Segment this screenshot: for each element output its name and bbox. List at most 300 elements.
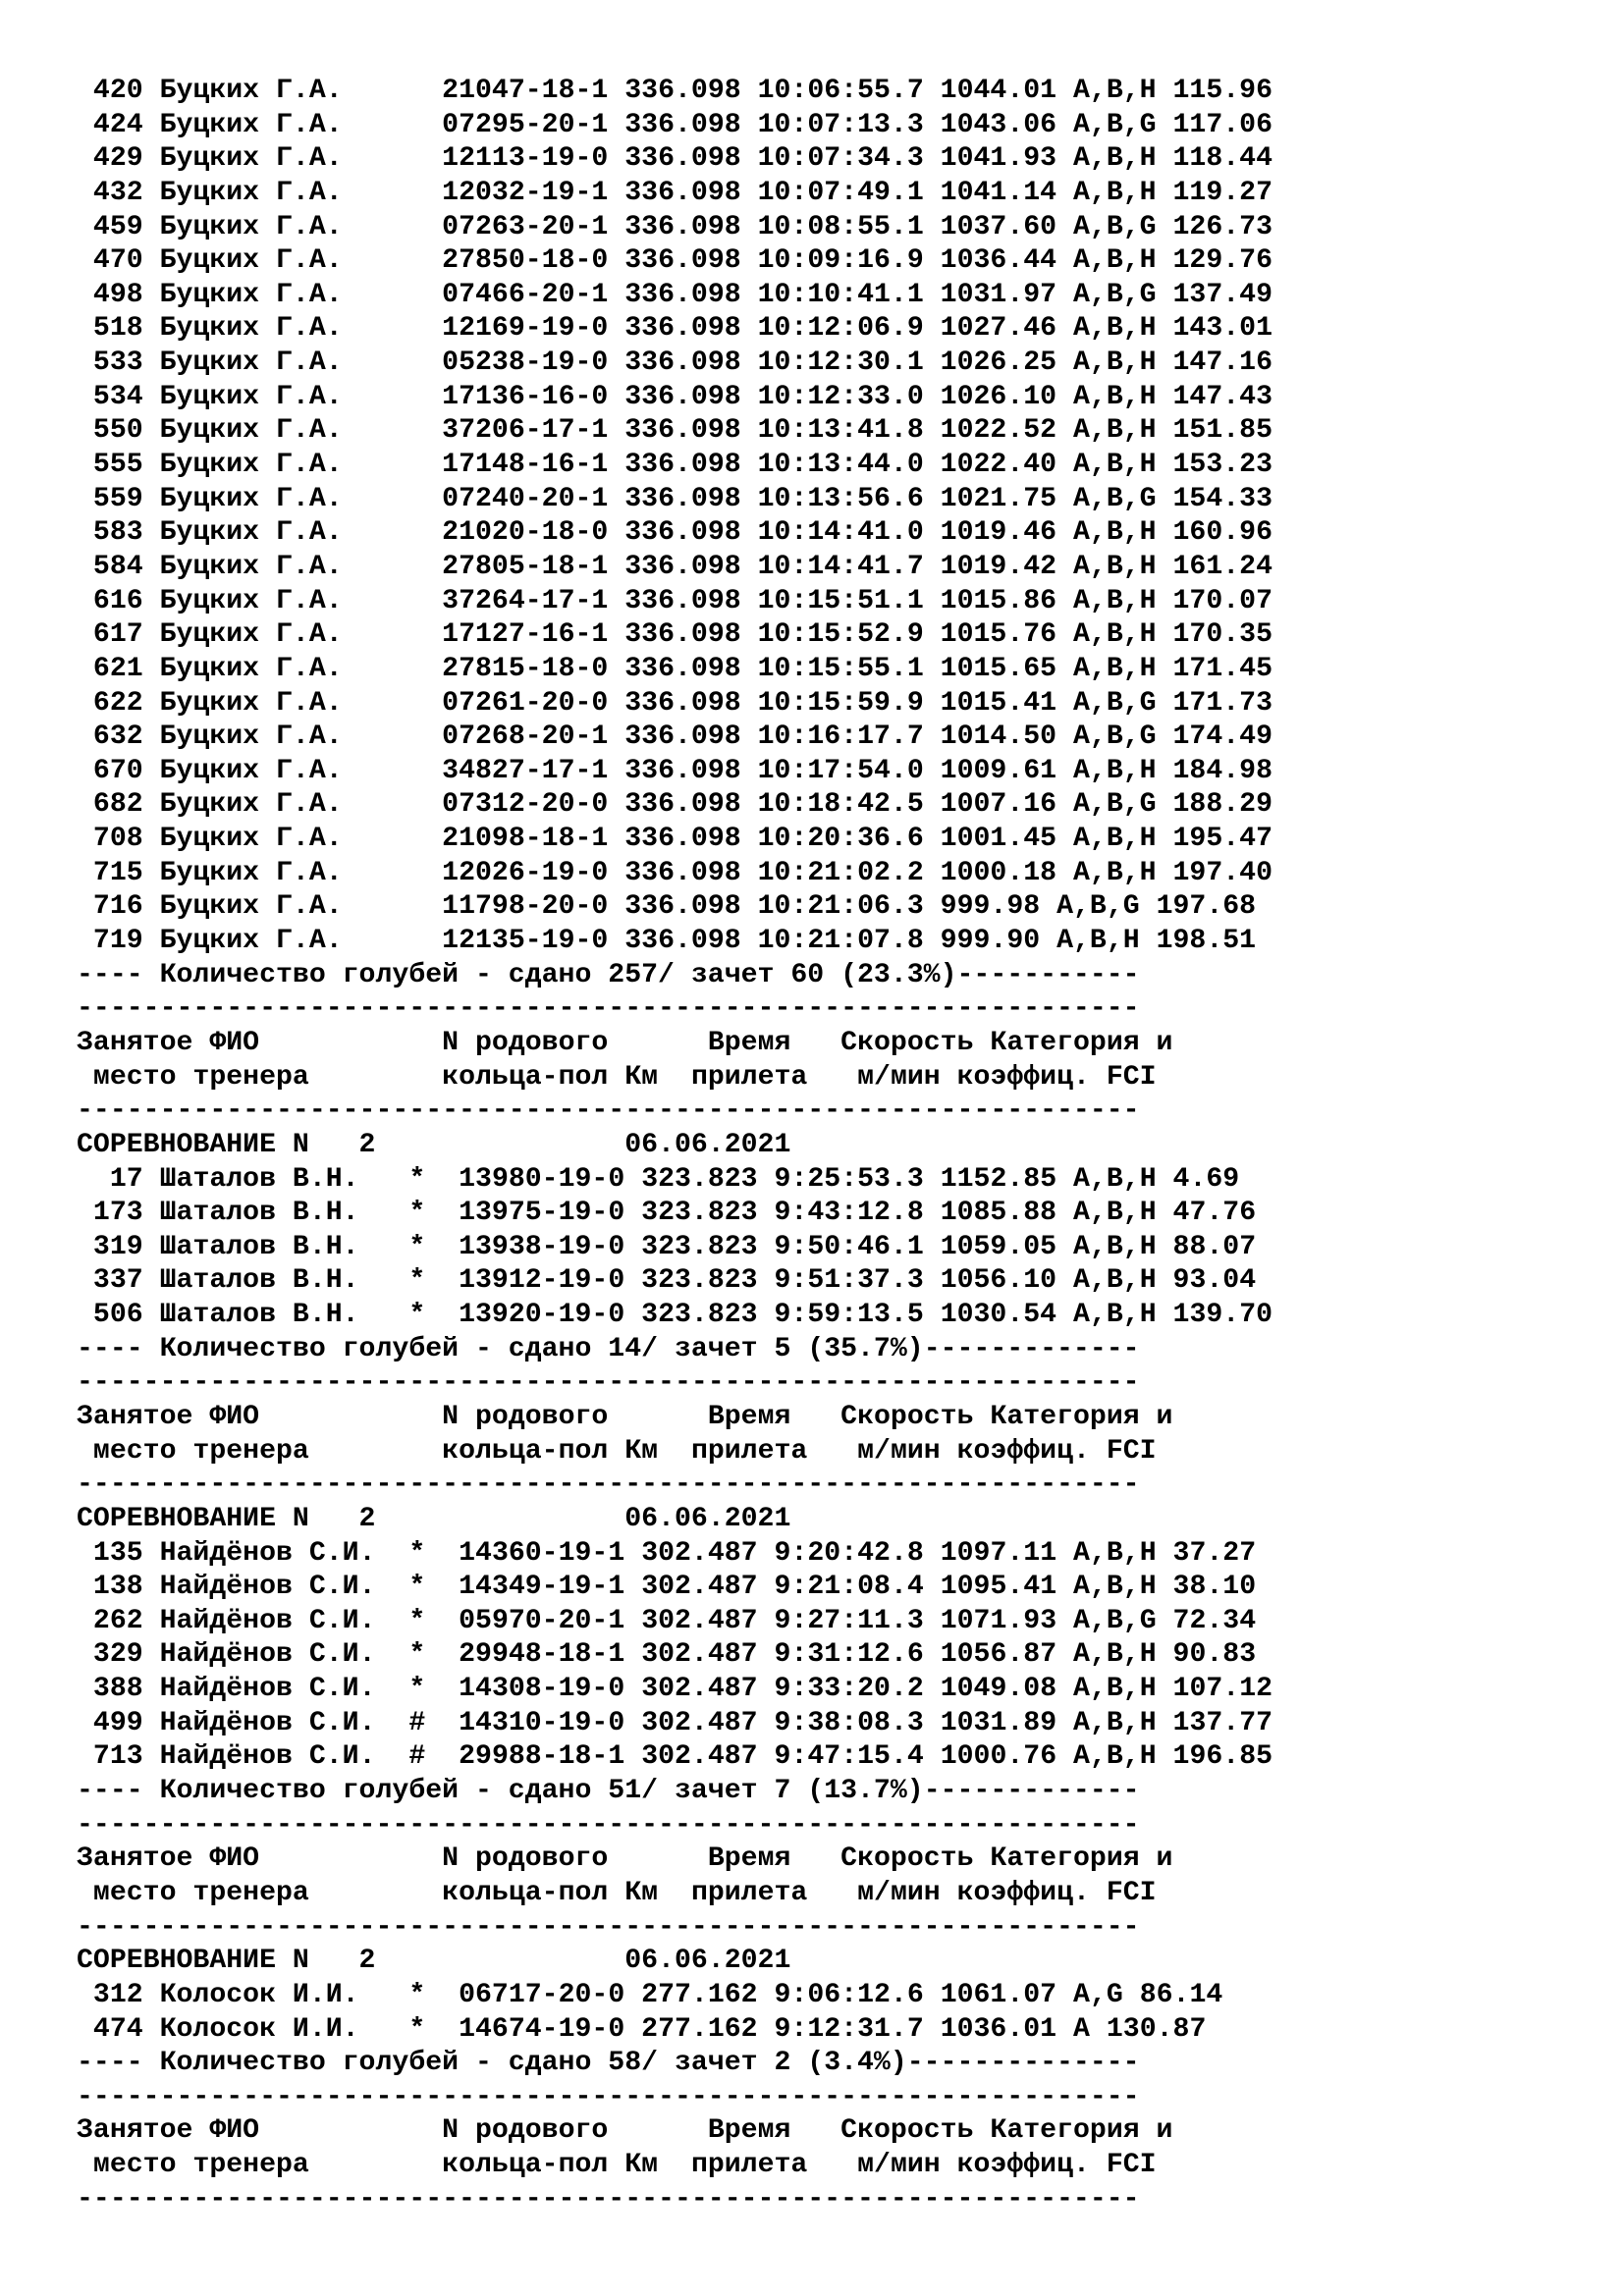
row-category: A,B,H: [1073, 1639, 1157, 1671]
row-km: 336.098: [624, 313, 741, 345]
row-mark: *: [408, 1979, 426, 2010]
row-name: Найдёнов С.И.: [159, 1741, 376, 1773]
row-name: Буцких Г.А.: [159, 585, 343, 616]
row-category: A,B,G: [1073, 721, 1157, 753]
header-name-2: тренера: [192, 1435, 309, 1467]
table-row: [77, 890, 1272, 925]
row-fci: 137.77: [1172, 1707, 1273, 1738]
row-mark: *: [408, 1163, 426, 1195]
row-name: Буцких Г.А.: [159, 109, 343, 140]
header-category: Категория и: [990, 1401, 1173, 1432]
row-ring: 17148-16-1: [442, 450, 609, 481]
row-place: 506: [92, 1300, 143, 1331]
row-ring: 29948-18-1: [459, 1639, 625, 1671]
row-speed: 1015.41: [940, 687, 1057, 719]
header-name: ФИО: [209, 2115, 260, 2147]
row-speed: 1041.14: [940, 177, 1057, 208]
row-km: 323.823: [641, 1300, 758, 1331]
row-category: A,B,H: [1073, 653, 1157, 684]
row-place: 622: [92, 687, 143, 719]
table-row: [77, 244, 1272, 279]
row-ring: 14310-19-0: [459, 1707, 625, 1738]
row-km: 336.098: [624, 245, 741, 277]
table-row: [77, 687, 1272, 721]
row-place: 388: [92, 1674, 143, 1705]
row-name: Буцких Г.А.: [159, 551, 343, 582]
row-speed: 1031.89: [940, 1707, 1057, 1738]
row-name: Буцких Г.А.: [159, 313, 343, 345]
row-km: 323.823: [641, 1163, 758, 1195]
table-row: [77, 721, 1272, 755]
row-fci: 171.73: [1172, 687, 1273, 719]
row-category: A,B,H: [1073, 143, 1157, 175]
summary-text: Количество голубей - сдано 257/ зачет 60 (23.3%): [159, 959, 957, 990]
row-place: 621: [92, 653, 143, 684]
row-ring: 07295-20-1: [442, 109, 609, 140]
header-ring-2: кольца-пол: [442, 1061, 609, 1093]
row-ring: 12026-19-0: [442, 857, 609, 888]
header-time: Время: [707, 1027, 791, 1058]
row-km: 336.098: [624, 381, 741, 412]
row-place: 584: [92, 551, 143, 582]
header-name: ФИО: [209, 1843, 260, 1875]
row-speed: 1001.45: [940, 824, 1057, 855]
row-name: Колосок И.И.: [159, 1979, 359, 2010]
row-ring: 07263-20-1: [442, 211, 609, 242]
row-ring: 07261-20-0: [442, 687, 609, 719]
row-speed: 1031.97: [940, 279, 1057, 310]
row-ring: 13975-19-0: [459, 1198, 625, 1229]
table-row: [77, 618, 1272, 653]
row-place: 173: [92, 1198, 143, 1229]
row-place: 632: [92, 721, 143, 753]
row-ring: 14360-19-1: [459, 1537, 625, 1569]
row-name: Буцких Г.А.: [159, 381, 343, 412]
row-speed: 1015.86: [940, 585, 1057, 616]
row-km: 302.487: [641, 1741, 758, 1773]
row-time: 10:18:42.5: [757, 789, 924, 821]
row-category: A,B,H: [1073, 1231, 1157, 1262]
header-place-2: место: [92, 1877, 177, 1908]
row-category: A: [1073, 2013, 1090, 2045]
row-speed: 1044.01: [940, 76, 1057, 106]
row-place: 474: [92, 2013, 143, 2045]
row-time: 9:38:08.3: [774, 1707, 924, 1738]
row-time: 10:14:41.0: [757, 517, 924, 549]
row-km: 302.487: [641, 1707, 758, 1738]
row-fci: 188.29: [1172, 789, 1273, 821]
table-row: [77, 1163, 1272, 1198]
table-row: [77, 585, 1272, 619]
row-ring: 07312-20-0: [442, 789, 609, 821]
row-fci: 174.49: [1172, 721, 1273, 753]
column-header-line-2: [77, 1435, 1272, 1469]
row-km: 323.823: [641, 1265, 758, 1297]
row-time: 10:21:02.2: [757, 857, 924, 888]
header-name-2: тренера: [192, 2150, 309, 2181]
row-mark: *: [408, 1300, 426, 1331]
row-name: Буцких Г.А.: [159, 76, 343, 106]
row-name: Буцких Г.А.: [159, 177, 343, 208]
row-speed: 1041.93: [940, 143, 1057, 175]
row-name: Буцких Г.А.: [159, 211, 343, 242]
row-name: Буцких Г.А.: [159, 687, 343, 719]
row-fci: 161.24: [1172, 551, 1273, 582]
column-header-line-1: [77, 1027, 1272, 1061]
row-time: 9:06:12.6: [774, 1979, 924, 2010]
row-fci: 93.04: [1172, 1265, 1257, 1297]
header-ring-2: кольца-пол: [442, 1877, 609, 1908]
row-category: A,B,H: [1073, 177, 1157, 208]
row-place: 498: [92, 279, 143, 310]
row-km: 336.098: [624, 824, 741, 855]
row-place: 534: [92, 381, 143, 412]
row-km: 336.098: [624, 687, 741, 719]
row-ring: 07268-20-1: [442, 721, 609, 753]
row-category: A,B,H: [1073, 551, 1157, 582]
table-row: [77, 177, 1272, 211]
header-place: Занятое: [77, 1401, 193, 1432]
row-speed: 1059.05: [940, 1231, 1057, 1262]
table-row: [77, 516, 1272, 551]
row-place: 716: [92, 891, 143, 923]
row-category: A,B,H: [1073, 76, 1157, 106]
header-speed-2: м/мин: [857, 2150, 941, 2181]
row-name: Буцких Г.А.: [159, 415, 343, 447]
row-ring: 12113-19-0: [442, 143, 609, 175]
header-speed-2: м/мин: [857, 1061, 941, 1093]
header-speed: Скорость: [840, 1401, 974, 1432]
header-ring-2: кольца-пол: [442, 2150, 609, 2181]
row-place: 617: [92, 619, 143, 651]
header-category-2: коэффиц. FCI: [956, 1435, 1157, 1467]
row-fci: 47.76: [1172, 1198, 1257, 1229]
row-time: 10:15:59.9: [757, 687, 924, 719]
competition-name: СОРЕВНОВАНИЕ N 2: [77, 1503, 376, 1534]
row-fci: 147.16: [1172, 347, 1273, 379]
row-category: A,B,H: [1073, 313, 1157, 345]
competition-title: [77, 1503, 1272, 1537]
row-km: 336.098: [624, 109, 741, 140]
row-ring: 05970-20-1: [459, 1605, 625, 1636]
row-ring: 05238-19-0: [442, 347, 609, 379]
header-place: Занятое: [77, 1027, 193, 1058]
row-km: 277.162: [641, 1979, 758, 2010]
row-km: 336.098: [624, 450, 741, 481]
row-mark: *: [408, 1639, 426, 1671]
table-row: [77, 925, 1272, 959]
row-place: 17: [109, 1163, 143, 1195]
row-ring: 27850-18-0: [442, 245, 609, 277]
row-fci: 4.69: [1172, 1163, 1240, 1195]
row-name: Буцких Г.А.: [159, 926, 343, 957]
row-ring: 21047-18-1: [442, 76, 609, 106]
header-name: ФИО: [209, 1401, 260, 1432]
header-place-2: место: [92, 1061, 177, 1093]
header-name-2: тренера: [192, 1877, 309, 1908]
row-km: 336.098: [624, 721, 741, 753]
column-header-line-1: [77, 1401, 1272, 1435]
row-km: 336.098: [624, 143, 741, 175]
row-fci: 90.83: [1172, 1639, 1257, 1671]
row-ring: 17127-16-1: [442, 619, 609, 651]
row-ring: 14349-19-1: [459, 1572, 625, 1603]
row-place: 715: [92, 857, 143, 888]
header-ring: N родового: [442, 2115, 609, 2147]
row-fci: 153.23: [1172, 450, 1273, 481]
row-name: Буцких Г.А.: [159, 653, 343, 684]
row-time: 10:16:17.7: [757, 721, 924, 753]
row-ring: 11798-20-0: [442, 891, 609, 923]
row-km: 336.098: [624, 177, 741, 208]
row-name: Найдёнов С.И.: [159, 1707, 376, 1738]
row-place: 719: [92, 926, 143, 957]
row-fci: 196.85: [1172, 1741, 1273, 1773]
row-km: 302.487: [641, 1639, 758, 1671]
row-name: Буцких Г.А.: [159, 143, 343, 175]
header-speed-2: м/мин: [857, 1435, 941, 1467]
row-speed: 1061.07: [940, 1979, 1057, 2010]
row-time: 9:12:31.7: [774, 2013, 924, 2045]
row-category: A,B,H: [1073, 857, 1157, 888]
separator-line: ----------------------------------------------------------------: [77, 2081, 1140, 2112]
row-category: A,B,H: [1073, 1707, 1157, 1738]
row-category: A,B,H: [1073, 1265, 1157, 1297]
row-speed: 1036.01: [940, 2013, 1057, 2045]
column-header-line-1: [77, 2114, 1272, 2149]
header-km: Км: [624, 2150, 659, 2181]
row-category: A,B,G: [1073, 1605, 1157, 1636]
row-km: 336.098: [624, 653, 741, 684]
row-place: 459: [92, 211, 143, 242]
row-category: A,B,G: [1056, 891, 1140, 923]
row-mark: *: [408, 1605, 426, 1636]
header-category-2: коэффиц. FCI: [956, 1877, 1157, 1908]
table-row: [77, 483, 1272, 517]
summary-line: ---- Количество голубей - сдано 58/ зачет 2 (3.4%)--------------: [77, 2048, 1140, 2079]
row-km: 336.098: [624, 619, 741, 651]
row-fci: 171.45: [1172, 653, 1273, 684]
row-category: A,B,H: [1073, 1198, 1157, 1229]
row-speed: 1152.85: [940, 1163, 1057, 1195]
row-time: 10:13:56.6: [757, 483, 924, 514]
header-ring: N родового: [442, 1401, 609, 1432]
header-time: Время: [707, 1843, 791, 1875]
row-place: 499: [92, 1707, 143, 1738]
row-speed: 1085.88: [940, 1198, 1057, 1229]
summary-line: ---- Количество голубей - сдано 257/ зачет 60 (23.3%)-----------: [77, 959, 1140, 990]
row-km: 336.098: [624, 279, 741, 310]
competition-date: 06.06.2021: [624, 1129, 791, 1160]
results-printout: [77, 75, 1272, 2216]
row-name: Буцких Г.А.: [159, 279, 343, 310]
table-row: [77, 449, 1272, 483]
row-place: 616: [92, 585, 143, 616]
row-speed: 1000.18: [940, 857, 1057, 888]
header-time-2: прилета: [690, 1435, 808, 1467]
table-row: [77, 1264, 1272, 1299]
row-category: A,B,H: [1073, 415, 1157, 447]
row-place: 518: [92, 313, 143, 345]
row-fci: 126.73: [1172, 211, 1273, 242]
row-category: A,B,H: [1073, 824, 1157, 855]
row-mark: *: [408, 2013, 426, 2045]
row-ring: 12169-19-0: [442, 313, 609, 345]
competition-name: СОРЕВНОВАНИЕ N 2: [77, 1946, 376, 1977]
header-name: ФИО: [209, 1027, 260, 1058]
column-header-line-2: [77, 1877, 1272, 1911]
row-fci: 38.10: [1172, 1572, 1257, 1603]
row-ring: 34827-17-1: [442, 755, 609, 786]
row-time: 10:13:44.0: [757, 450, 924, 481]
row-time: 10:15:52.9: [757, 619, 924, 651]
row-ring: 13920-19-0: [459, 1300, 625, 1331]
separator-line: ----------------------------------------------------------------: [77, 1809, 1140, 1841]
row-ring: 07466-20-1: [442, 279, 609, 310]
row-speed: 1022.40: [940, 450, 1057, 481]
row-time: 10:21:07.8: [757, 926, 924, 957]
table-row: [77, 2013, 1272, 2048]
row-category: A,B,G: [1073, 483, 1157, 514]
row-fci: 139.70: [1172, 1300, 1273, 1331]
row-category: A,B,H: [1073, 1674, 1157, 1705]
header-category-2: коэффиц. FCI: [956, 2150, 1157, 2181]
row-mark: *: [408, 1674, 426, 1705]
column-header-line-1: [77, 1842, 1272, 1877]
row-place: 135: [92, 1537, 143, 1569]
row-ring: 29988-18-1: [459, 1741, 625, 1773]
table-row: [77, 1673, 1272, 1707]
row-mark: #: [408, 1741, 426, 1773]
row-speed: 1043.06: [940, 109, 1057, 140]
row-name: Найдёнов С.И.: [159, 1572, 376, 1603]
row-name: Буцких Г.А.: [159, 789, 343, 821]
row-time: 10:14:41.7: [757, 551, 924, 582]
row-km: 302.487: [641, 1605, 758, 1636]
column-header-line-2: [77, 1061, 1272, 1095]
row-fci: 88.07: [1172, 1231, 1257, 1262]
row-km: 302.487: [641, 1674, 758, 1705]
row-name: Буцких Г.А.: [159, 857, 343, 888]
row-name: Буцких Г.А.: [159, 755, 343, 786]
row-km: 302.487: [641, 1572, 758, 1603]
table-row: [77, 1979, 1272, 2013]
row-place: 708: [92, 824, 143, 855]
row-speed: 1027.46: [940, 313, 1057, 345]
header-time-2: прилета: [690, 1877, 808, 1908]
header-ring-2: кольца-пол: [442, 1435, 609, 1467]
row-fci: 143.01: [1172, 313, 1273, 345]
row-km: 336.098: [624, 551, 741, 582]
row-fci: 37.27: [1172, 1537, 1257, 1569]
table-row: [77, 279, 1272, 313]
row-name: Буцких Г.А.: [159, 483, 343, 514]
row-fci: 147.43: [1172, 381, 1273, 412]
row-category: A,B,H: [1073, 1741, 1157, 1773]
row-mark: *: [408, 1198, 426, 1229]
row-ring: 37206-17-1: [442, 415, 609, 447]
row-km: 302.487: [641, 1537, 758, 1569]
row-km: 336.098: [624, 483, 741, 514]
row-km: 323.823: [641, 1231, 758, 1262]
row-time: 10:17:54.0: [757, 755, 924, 786]
table-row: [77, 75, 1272, 109]
row-place: 337: [92, 1265, 143, 1297]
row-time: 9:51:37.3: [774, 1265, 924, 1297]
row-place: 420: [92, 76, 143, 106]
row-mark: *: [408, 1537, 426, 1569]
row-km: 336.098: [624, 755, 741, 786]
row-km: 336.098: [624, 585, 741, 616]
row-category: A,B,H: [1056, 926, 1140, 957]
row-km: 336.098: [624, 857, 741, 888]
header-place-2: место: [92, 1435, 177, 1467]
row-km: 277.162: [641, 2013, 758, 2045]
row-ring: 07240-20-1: [442, 483, 609, 514]
row-place: 713: [92, 1741, 143, 1773]
row-km: 336.098: [624, 891, 741, 923]
row-mark: *: [408, 1265, 426, 1297]
row-fci: 184.98: [1172, 755, 1273, 786]
row-fci: 137.49: [1172, 279, 1273, 310]
table-row: [77, 1605, 1272, 1639]
row-speed: 1022.52: [940, 415, 1057, 447]
summary-text: Количество голубей - сдано 58/ зачет 2 (3.4%): [159, 2048, 907, 2079]
header-name-2: тренера: [192, 1061, 309, 1093]
table-row: [77, 347, 1272, 381]
row-time: 10:10:41.1: [757, 279, 924, 310]
row-time: 10:07:49.1: [757, 177, 924, 208]
row-category: A,B,H: [1073, 245, 1157, 277]
row-km: 336.098: [624, 517, 741, 549]
competition-name: СОРЕВНОВАНИЕ N 2: [77, 1129, 376, 1160]
row-category: A,B,H: [1073, 347, 1157, 379]
row-place: 424: [92, 109, 143, 140]
header-speed: Скорость: [840, 1843, 974, 1875]
row-place: 550: [92, 415, 143, 447]
table-row: [77, 1638, 1272, 1673]
row-speed: 1014.50: [940, 721, 1057, 753]
row-ring: 14308-19-0: [459, 1674, 625, 1705]
row-name: Найдёнов С.И.: [159, 1674, 376, 1705]
row-category: A,B,G: [1073, 789, 1157, 821]
row-time: 9:21:08.4: [774, 1572, 924, 1603]
row-time: 9:31:12.6: [774, 1639, 924, 1671]
row-fci: 170.35: [1172, 619, 1273, 651]
row-category: A,B,G: [1073, 109, 1157, 140]
row-km: 336.098: [624, 211, 741, 242]
row-fci: 119.27: [1172, 177, 1273, 208]
row-category: A,B,H: [1073, 1300, 1157, 1331]
row-category: A,B,H: [1073, 381, 1157, 412]
header-km: Км: [624, 1877, 659, 1908]
column-header-line-2: [77, 2149, 1272, 2183]
row-ring: 12032-19-1: [442, 177, 609, 208]
row-name: Шаталов В.Н.: [159, 1231, 359, 1262]
row-speed: 1019.42: [940, 551, 1057, 582]
table-row: [77, 788, 1272, 823]
row-name: Колосок И.И.: [159, 2013, 359, 2045]
summary-line: ---- Количество голубей - сдано 51/ зачет 7 (13.7%)-------------: [77, 1776, 1140, 1807]
table-row: [77, 1231, 1272, 1265]
summary-line: ---- Количество голубей - сдано 14/ зачет 5 (35.7%)-------------: [77, 1333, 1140, 1364]
row-speed: 1030.54: [940, 1300, 1057, 1331]
row-time: 9:47:15.4: [774, 1741, 924, 1773]
row-time: 9:33:20.2: [774, 1674, 924, 1705]
header-speed: Скорость: [840, 1027, 974, 1058]
row-km: 336.098: [624, 789, 741, 821]
row-category: A,B,H: [1073, 619, 1157, 651]
